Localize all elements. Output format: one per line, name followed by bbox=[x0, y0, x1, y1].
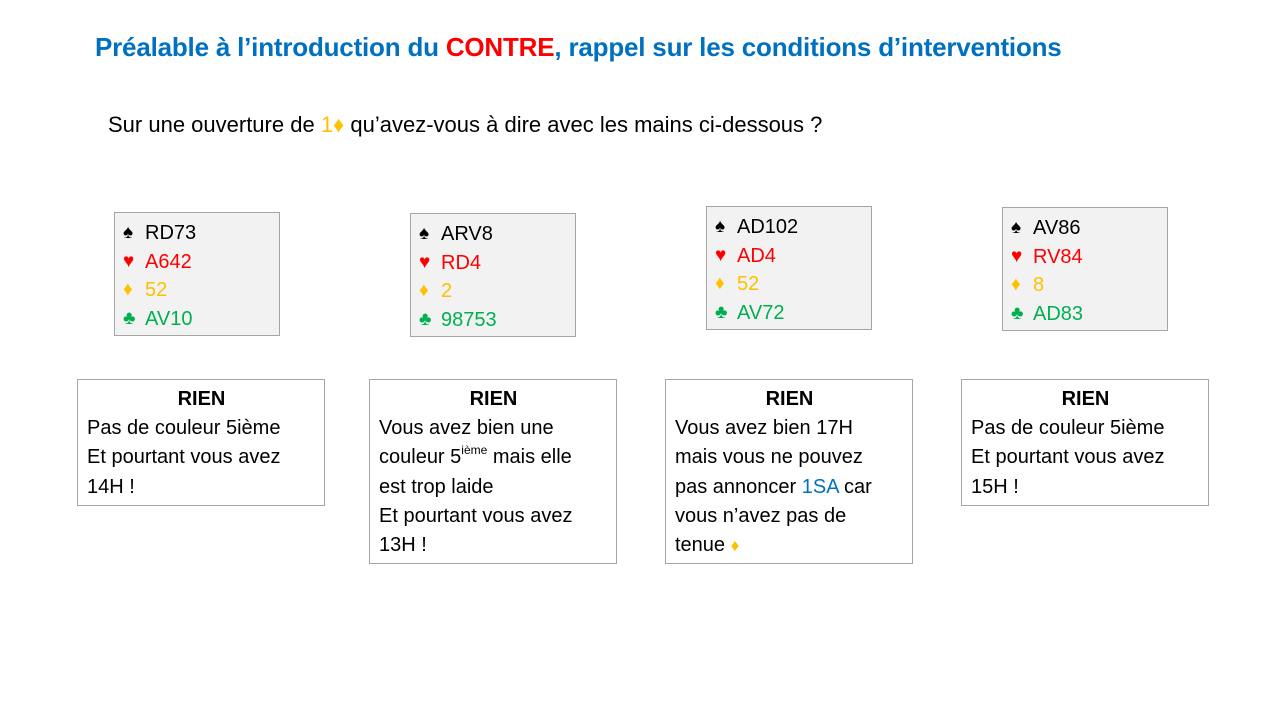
answer-3-heading: RIEN bbox=[765, 388, 814, 410]
club-icon: ♣ bbox=[1011, 303, 1024, 325]
hand-1-hearts-cards: A642 bbox=[145, 250, 192, 273]
answer-4-line1: Pas de couleur 5ième bbox=[971, 417, 1165, 440]
hand-4-hearts bbox=[1011, 243, 1167, 272]
hand-3-hearts bbox=[715, 242, 871, 271]
spade-icon: ♠ bbox=[715, 216, 726, 237]
hand-1-hearts bbox=[123, 248, 279, 277]
answer-3-line3 bbox=[675, 473, 904, 502]
question-bid: 1♦ bbox=[320, 112, 345, 137]
answer-box-3 bbox=[665, 379, 913, 564]
answer-3-line4: vous n’avez pas de bbox=[675, 504, 847, 527]
answer-4-line2: Et pourtant vous avez bbox=[971, 446, 1165, 469]
title-highlight: CONTRE bbox=[445, 32, 555, 62]
hand-2-hearts-cards: RD4 bbox=[441, 251, 482, 274]
spade-icon: ♠ bbox=[1011, 217, 1022, 238]
hand-card-1 bbox=[114, 212, 280, 336]
answer-3-line3a: pas annoncer bbox=[675, 475, 802, 498]
title-part2: , rappel sur les conditions d’interventions bbox=[554, 32, 1062, 62]
heart-icon: ♥ bbox=[1011, 245, 1023, 267]
answer-3-line2: mais vous ne pouvez bbox=[675, 446, 863, 469]
hand-1-diamonds-cards: 52 bbox=[145, 279, 168, 302]
answer-4-line3: 15H ! bbox=[971, 475, 1019, 498]
hand-3-diamonds-cards: 52 bbox=[737, 273, 760, 296]
club-icon: ♣ bbox=[419, 309, 432, 331]
diamond-icon: ♦ bbox=[419, 280, 429, 302]
club-icon: ♣ bbox=[123, 308, 136, 330]
hand-1-clubs-cards: AV10 bbox=[145, 308, 193, 331]
heart-icon: ♥ bbox=[419, 251, 431, 273]
answer-2-superscript: ième bbox=[461, 443, 488, 458]
hand-3-spades-cards: AD102 bbox=[737, 216, 799, 238]
question-after: qu’avez-vous à dire avec les mains ci-dessous ? bbox=[344, 112, 823, 137]
hand-1-spades bbox=[123, 219, 279, 248]
hand-4-clubs bbox=[1011, 300, 1167, 329]
heart-icon: ♥ bbox=[123, 250, 135, 272]
club-icon: ♣ bbox=[715, 302, 728, 324]
hand-card-2 bbox=[410, 213, 576, 337]
hand-2-clubs-cards: 98753 bbox=[441, 309, 497, 332]
hand-1-diamonds bbox=[123, 276, 279, 305]
answer-3-bid: 1SA bbox=[801, 475, 839, 498]
hand-3-clubs-cards: AV72 bbox=[737, 302, 785, 325]
answer-4-heading: RIEN bbox=[1061, 388, 1110, 410]
hand-card-3 bbox=[706, 206, 872, 330]
hand-4-diamonds bbox=[1011, 271, 1167, 300]
hand-4-clubs-cards: AD83 bbox=[1033, 303, 1084, 326]
hand-2-hearts bbox=[419, 249, 575, 278]
answer-1-heading: RIEN bbox=[177, 388, 226, 410]
diamond-icon: ♦ bbox=[123, 279, 133, 301]
hand-3-clubs bbox=[715, 299, 871, 328]
answer-2-line5: 13H ! bbox=[379, 534, 427, 557]
answer-2-line3: est trop laide bbox=[379, 475, 494, 498]
hand-1-clubs bbox=[123, 305, 279, 334]
hand-4-spades bbox=[1011, 214, 1167, 243]
answer-box-2 bbox=[369, 379, 617, 564]
spade-icon: ♠ bbox=[123, 222, 134, 243]
title-part1: Préalable à l’introduction du bbox=[95, 32, 446, 62]
hand-3-diamonds bbox=[715, 270, 871, 299]
answer-3-line5 bbox=[675, 531, 904, 560]
hand-4-diamonds-cards: 8 bbox=[1033, 274, 1045, 297]
hand-card-4 bbox=[1002, 207, 1168, 331]
hand-2-spades bbox=[419, 220, 575, 249]
answer-3-line1: Vous avez bien 17H bbox=[675, 417, 853, 440]
hand-3-spades bbox=[715, 213, 871, 242]
hand-2-spades-cards: ARV8 bbox=[441, 223, 493, 245]
answer-2-heading: RIEN bbox=[469, 388, 518, 410]
question-text bbox=[108, 112, 822, 138]
diamond-icon: ♦ bbox=[730, 536, 740, 556]
answer-2-line4: Et pourtant vous avez bbox=[379, 504, 573, 527]
answer-box-1 bbox=[77, 379, 325, 506]
diamond-icon: ♦ bbox=[715, 273, 725, 295]
answer-box-4 bbox=[961, 379, 1209, 506]
answer-1-line3: 14H ! bbox=[87, 475, 135, 498]
hand-3-hearts-cards: AD4 bbox=[737, 244, 776, 267]
answer-3-line3b: car bbox=[838, 475, 872, 498]
hand-4-spades-cards: AV86 bbox=[1033, 217, 1081, 239]
answer-2-line2 bbox=[379, 443, 608, 472]
question-before: Sur une ouverture de bbox=[108, 112, 321, 137]
diamond-icon: ♦ bbox=[1011, 274, 1021, 296]
heart-icon: ♥ bbox=[715, 244, 727, 266]
hand-2-clubs bbox=[419, 306, 575, 335]
page-title bbox=[95, 32, 1062, 63]
answer-1-line2: Et pourtant vous avez bbox=[87, 446, 281, 469]
answer-2-line2b: mais elle bbox=[487, 446, 572, 469]
spade-icon: ♠ bbox=[419, 223, 430, 244]
answer-3-line5-text: tenue bbox=[675, 534, 731, 557]
answer-1-line1: Pas de couleur 5ième bbox=[87, 417, 281, 440]
hand-4-hearts-cards: RV84 bbox=[1033, 245, 1083, 268]
answer-2-line2a: couleur 5 bbox=[379, 446, 462, 469]
hand-1-spades-cards: RD73 bbox=[145, 222, 197, 244]
hand-2-diamonds-cards: 2 bbox=[441, 280, 453, 303]
answer-2-line1: Vous avez bien une bbox=[379, 417, 554, 440]
hand-2-diamonds bbox=[419, 277, 575, 306]
